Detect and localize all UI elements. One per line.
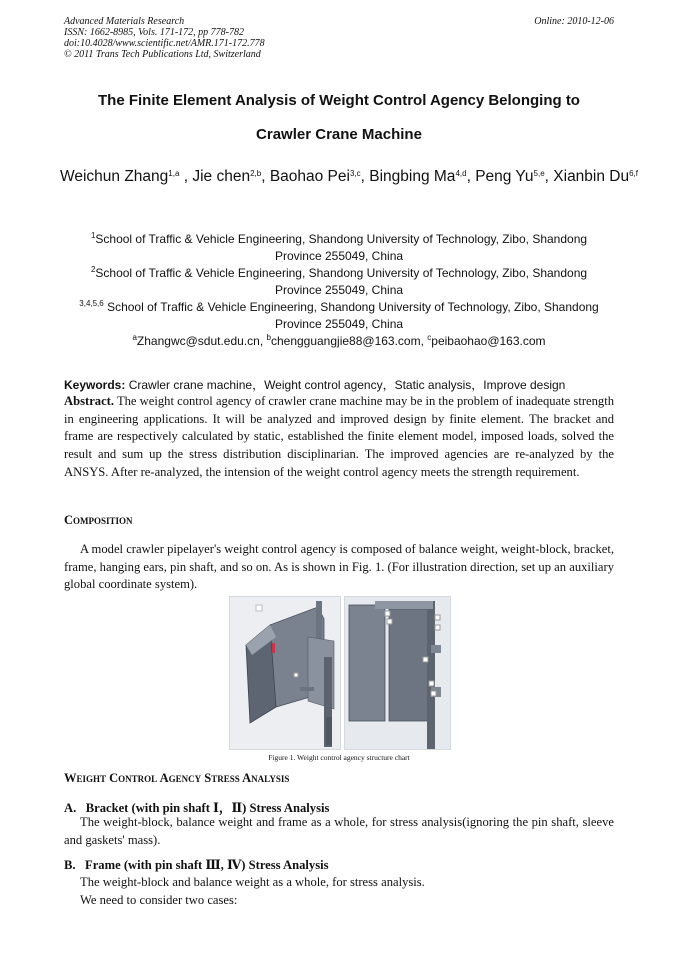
author-sup: 2,b — [250, 169, 262, 178]
figure-1-left-panel — [229, 596, 341, 750]
running-header — [64, 16, 265, 60]
subsection-b-line: We need to consider two cases: — [80, 892, 238, 907]
affiliation-text: School of Traffic & Vehicle Engineering, Shandong University of Technology, Zibo, Shandong — [95, 266, 588, 280]
subsection-b-line: The weight-block and balance weight as a whole, for stress analysis. — [80, 875, 425, 889]
abstract-label: Abstract. — [64, 394, 115, 408]
author-name: Peng Yu — [475, 168, 534, 185]
subsection-a-paragraph: The weight-block, balance weight and frame as a whole, for stress analysis(ignoring the pin shaft, sleeve and gaskets' mass). — [64, 815, 614, 847]
composition-paragraph: A model crawler pipelayer's weight control agency is composed of balance weight, weight-block, bracket, frame, hanging ears, pin shaft, and so on. As is shown in Fig. 1. (For illustration direction, set up an auxiliary global coordinate system). — [64, 542, 614, 592]
affiliation-sup: 3,4,5,6 — [79, 299, 104, 308]
author-name: Bingbing Ma — [369, 168, 456, 185]
author-name: Baohao Pei — [269, 168, 350, 185]
subsection-title: Frame (with pin shaft Ⅲ, Ⅳ) Stress Analysis — [85, 858, 329, 872]
keywords-text: Crawler crane machine，Weight control agency，Static analysis，Improve design — [125, 378, 566, 392]
author-sup: 4,d — [455, 169, 467, 178]
affiliation-block — [60, 231, 618, 350]
email-sup: a — [132, 333, 137, 342]
abstract-text: The weight control agency of crawler crane machine may be in the problem of inadequate strength in engineering applications. It will be analyzed and improved design by finite element. The bracket and frame are respectively calculated by static, established the finite element model, imposed loads, solved the result and sum up the stress distribution disciplinarian. The improved agencies are re-analyzed by the ANSYS. After re-analyzed, the intension of the weight control agency meets the strength requirement. — [64, 394, 614, 479]
section-heading-composition: Composition — [64, 513, 133, 527]
affiliation-sup: 1 — [90, 231, 96, 240]
copyright-line: © 2011 Trans Tech Publications Ltd, Switzerland — [64, 49, 261, 60]
paper-title-line-1: The Finite Element Analysis of Weight Control Agency Belonging to — [98, 92, 580, 109]
email-line — [60, 333, 618, 350]
subsection-b-paragraph — [80, 874, 425, 909]
email-c: peibaohao@163.com — [431, 334, 546, 348]
author-sup: 5,e — [533, 169, 545, 178]
affiliation-text: School of Traffic & Vehicle Engineering, Shandong University of Technology, Zibo, Shandong — [103, 300, 599, 314]
figure-1-caption: Figure 1. Weight control agency structure chart — [268, 753, 410, 762]
affiliation-3 — [60, 299, 618, 333]
frame-render-image — [345, 597, 450, 749]
keywords-label: Keywords: — [64, 378, 126, 392]
figure-1-right-panel — [344, 596, 451, 750]
keywords — [64, 376, 624, 393]
bracket-render-image — [230, 597, 340, 749]
subsection-label: A. — [64, 801, 77, 815]
author-sup: 6,f — [629, 169, 639, 178]
subsection-heading-b — [64, 857, 329, 873]
author-name: Xianbin Du — [553, 168, 630, 185]
author-name: Jie chen — [192, 168, 251, 185]
section-heading-stress-analysis: Weight Control Agency Stress Analysis — [64, 771, 290, 785]
affiliation-text: Province 255049, China — [274, 249, 404, 263]
authors-line-1: Weichun Zhang$^{1,a}$ , Jie chen$^{2,b}$, Baohao Pei$^{3,c}$, Bingbing Ma$^{4,d}$, Peng Yu$^{5,e}$, Xianbin Du$^{6,f}$ — [60, 168, 639, 185]
affiliation-text: Province 255049, China — [274, 317, 404, 331]
affiliation-text: School of Traffic & Vehicle Engineering, Shandong University of Technology, Zibo, Shandong — [95, 232, 588, 246]
subsection-label: B. — [64, 858, 76, 872]
author-sup: 1,a — [168, 169, 180, 178]
author-sup: 3,c — [349, 169, 361, 178]
paper-title-line-2: Crawler Crane Machine — [256, 126, 422, 143]
email-a: Zhangwc@sdut.edu.cn, — [136, 334, 267, 348]
affiliation-text: Province 255049, China — [274, 283, 404, 297]
doi-line: doi:10.4028/www.scientific.net/AMR.171-172.778 — [64, 38, 265, 49]
issn-line: ISSN: 1662-8985, Vols. 171-172, pp 778-782 — [64, 27, 244, 38]
author-name: Weichun Zhang — [60, 168, 169, 185]
email-sup: b — [266, 333, 271, 342]
journal-name: Advanced Materials Research — [64, 16, 185, 27]
affiliation-sup: 2 — [90, 265, 96, 274]
abstract — [64, 393, 614, 482]
affiliation-1 — [60, 231, 618, 265]
email-b: chengguangjie88@163.com, — [270, 334, 428, 348]
email-sup: c — [427, 333, 432, 342]
online-date: Online: 2010-12-06 — [534, 16, 614, 27]
affiliation-2 — [60, 265, 618, 299]
subsection-title: Bracket (with pin shaft Ⅰ，Ⅱ) Stress Analysis — [85, 801, 330, 815]
